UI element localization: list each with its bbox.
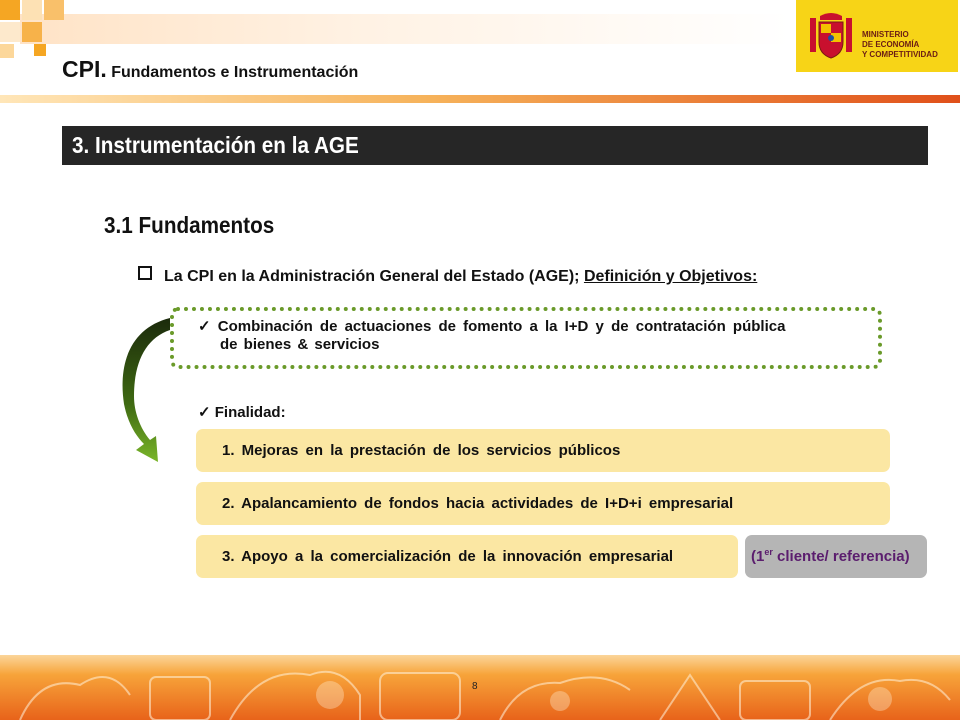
objective-item-1	[196, 429, 890, 472]
square-bullet-icon	[138, 266, 152, 280]
reference-text	[751, 547, 910, 565]
subsection-title: 3.1 Fundamentos	[104, 212, 275, 238]
section-title: 3. Instrumentación en la AGE	[72, 132, 359, 158]
title-main: CPI.	[62, 56, 107, 82]
definition-line-2: de bienes & servicios	[220, 336, 380, 353]
section-bar	[62, 126, 928, 165]
objective-item-2	[196, 482, 890, 525]
header-gradient	[20, 14, 790, 44]
decor-square	[22, 0, 42, 20]
decor-square	[0, 22, 20, 42]
bullet-heading	[138, 266, 757, 286]
decor-square	[0, 0, 20, 20]
reference-sup: er	[764, 547, 773, 557]
coat-of-arms-icon	[808, 10, 854, 62]
bullet-text: La CPI en la Administración General del Estado (AGE);	[164, 268, 584, 285]
title-underline-bar	[0, 95, 960, 103]
page-title	[62, 56, 358, 83]
bullet-text-underlined: Definición y Objetivos:	[583, 268, 758, 285]
reference-badge	[745, 535, 927, 578]
objective-item-text: 3. Apoyo a la comercialización de la innovación empresarial	[222, 548, 674, 565]
curved-arrow-icon	[112, 312, 172, 466]
objective-item-text: 2. Apalancamiento de fondos hacia actividades de I+D+i empresarial	[222, 495, 734, 512]
footer-heraldry-art	[0, 655, 960, 720]
page-number: 8	[472, 681, 478, 692]
objective-item-text: 1. Mejoras en la prestación de los servicios públicos	[222, 442, 621, 459]
reference-prefix: (1	[751, 548, 765, 565]
decor-square	[22, 22, 42, 42]
decor-square	[44, 0, 64, 20]
objective-item-3	[196, 535, 738, 578]
finalidad-label: ✓ Finalidad:	[198, 404, 286, 421]
ministry-logo	[796, 0, 958, 72]
title-sub: Fundamentos e Instrumentación	[111, 64, 359, 81]
ministry-name: MINISTERIO DE ECONOMÍA Y COMPETITIVIDAD	[862, 30, 938, 59]
definition-line-1: ✓ Combinación de actuaciones de fomento a la I+D y de contratación pública	[198, 318, 786, 335]
definition-text	[198, 318, 785, 354]
reference-suffix: cliente/ referencia)	[772, 548, 910, 565]
decor-square	[34, 44, 46, 56]
decor-square	[0, 44, 14, 58]
